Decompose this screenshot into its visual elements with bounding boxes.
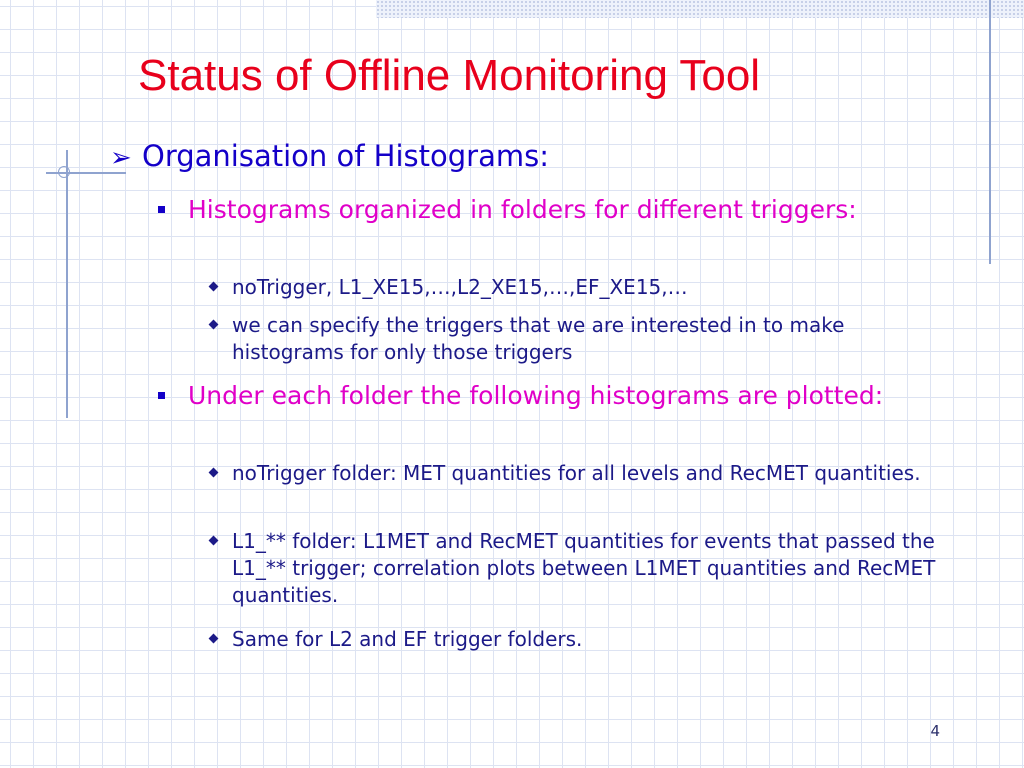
diamond-bullet-icon	[209, 536, 219, 546]
sub-bullet-text: noTrigger folder: MET quantities for all levels and RecMET quantities.	[232, 461, 921, 485]
square-bullet-icon	[158, 392, 165, 399]
sub-bullet-text: L1_** folder: L1MET and RecMET quantities for events that passed the L1_** trigger; correlation plots between L1MET quantities and RecMET quantities.	[232, 529, 936, 607]
diamond-bullet-icon	[209, 320, 219, 330]
diamond-bullet-icon	[209, 468, 219, 478]
sub-bullet-text: noTrigger, L1_XE15,…,L2_XE15,…,EF_XE15,…	[232, 275, 688, 299]
heading-text: Organisation of Histograms:	[142, 139, 549, 173]
sub-bullet-item	[232, 274, 952, 301]
sub-bullet-item	[232, 460, 952, 487]
arrow-bullet-icon: ➢	[110, 143, 132, 173]
slide-title: Status of Offline Monitoring Tool	[138, 51, 761, 100]
page-number: 4	[930, 722, 940, 740]
bullet-item-histograms	[188, 380, 908, 411]
sub-bullet-text: we can specify the triggers that we are interested in to make histograms for only those triggers	[232, 313, 845, 364]
diamond-bullet-icon	[209, 282, 219, 292]
square-bullet-icon	[158, 206, 165, 213]
sub-bullet-item	[232, 528, 952, 609]
diamond-bullet-icon	[209, 634, 219, 644]
bullet-text: Histograms organized in folders for different triggers:	[188, 195, 857, 224]
sub-bullet-item	[232, 626, 952, 653]
bullet-item-folders	[188, 194, 908, 225]
heading-item	[110, 138, 549, 176]
bullet-text: Under each folder the following histograms are plotted:	[188, 381, 884, 410]
sub-bullet-text: Same for L2 and EF trigger folders.	[232, 627, 583, 651]
sub-bullet-item	[232, 312, 952, 366]
